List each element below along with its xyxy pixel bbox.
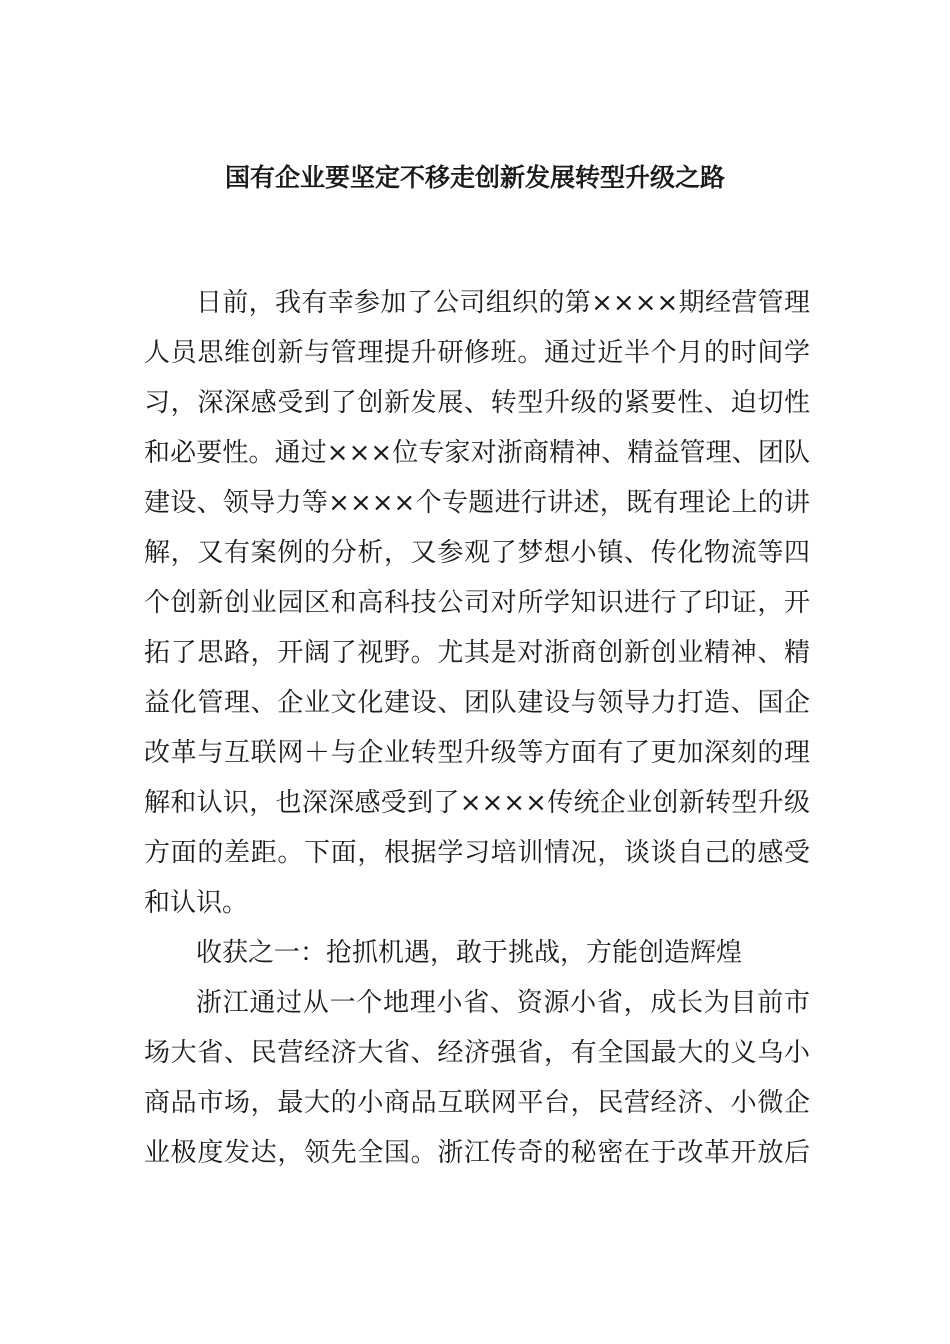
paragraph-zhejiang: 浙江通过从一个地理小省、资源小省，成长为目前市场大省、民营经济大省、经济强省，有全国最大的义乌小商品市场，最大的小商品互联网平台，民营经济、小微企业极度发达，领先全国。浙江传奇的秘密在于改革开放后 xyxy=(144,988,810,1168)
paragraph-intro: 日前，我有幸参加了公司组织的第××××期经营管理人员思维创新与管理提升研修班。通过近半个月的时间学习，深深感受到了创新发展、转型升级的紧要性、迫切性和必要性。通过×××位专家对浙商精神、精益管理、团队建设、领导力等××××个专题进行讲述，既有理论上的讲解，又有案例的分析，又参观了梦想小镇、传化物流等四个创新创业园区和高科技公司对所学知识进行了印证，开拓了思路，开阔了视野。尤其是对浙商创新创业精神、精益化管理、企业文化建设、团队建设与领导力打造、国企改革与互联网＋与企业转型升级等方面有了更加深刻的理解和认识，也深深感受到了××××传统企业创新转型升级方面的差距。下面，根据学习培训情况，谈谈自己的感受和认识。 xyxy=(144,288,810,918)
document-body xyxy=(144,278,810,1178)
document-title: 国有企业要坚定不移走创新发展转型升级之路 xyxy=(224,163,725,192)
section-heading-gain-one: 收获之一：抢抓机遇，敢于挑战，方能创造辉煌 xyxy=(196,938,743,968)
